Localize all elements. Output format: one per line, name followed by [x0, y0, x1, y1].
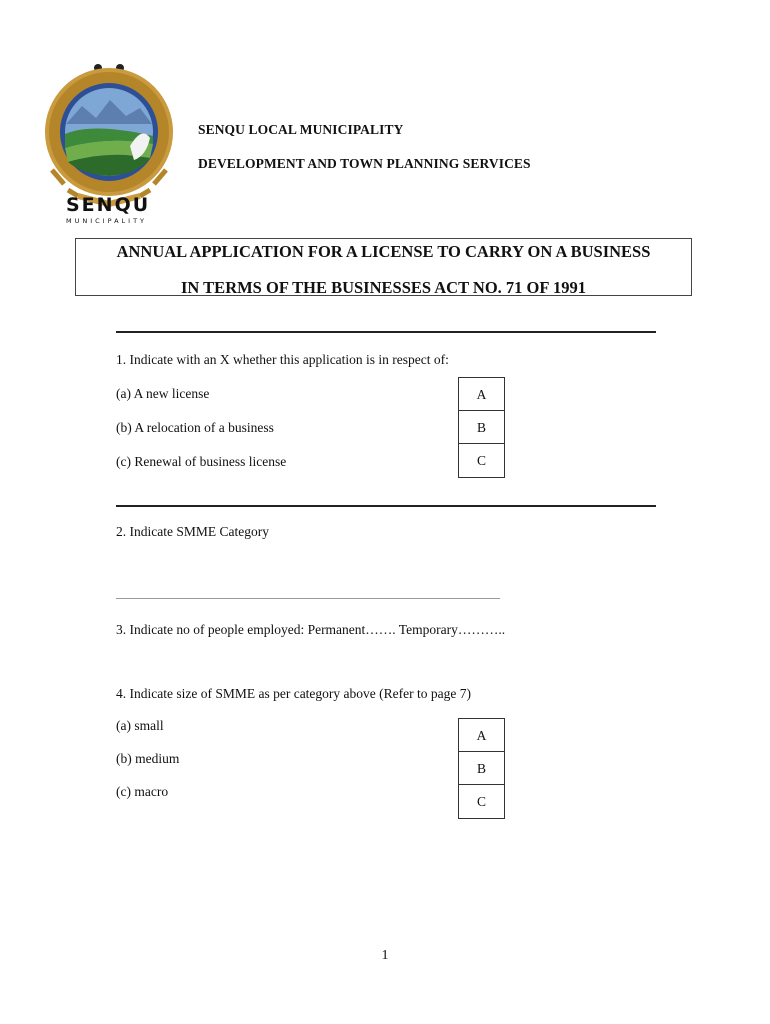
q4-option-c-label: (c) macro — [116, 784, 169, 799]
form-title-box — [75, 238, 692, 296]
q1-option-a-label: (a) A new license — [116, 386, 210, 401]
q1-checkbox-c[interactable]: C — [476, 453, 486, 468]
q1-option-b-label: (b) A relocation of a business — [116, 420, 274, 435]
page-number: 1 — [381, 948, 389, 963]
q1-checkbox-a[interactable]: A — [459, 378, 504, 411]
q4-option-b-label: (b) medium — [116, 751, 180, 766]
form-title-line-1: ANNUAL APPLICATION FOR A LICENSE TO CARRY ON A BUSINESS — [116, 242, 651, 261]
q4-checkbox-b[interactable]: B — [459, 752, 504, 785]
form-title-line-2: IN TERMS OF THE BUSINESSES ACT NO. 71 OF 1991 — [181, 278, 586, 297]
q4-checkbox-a[interactable]: A — [459, 719, 504, 752]
org-name: SENQU LOCAL MUNICIPALITY — [198, 122, 404, 137]
question-2-text: 2. Indicate SMME Category — [116, 524, 269, 539]
q1-checkbox-b[interactable]: B — [459, 411, 504, 444]
q4-checkbox-group — [458, 718, 505, 819]
smme-category-answer-line[interactable]: ________________________________________________________________ — [116, 586, 500, 600]
municipality-logo — [38, 62, 188, 230]
section-divider — [116, 331, 656, 333]
logo-wordmark: SENQU — [66, 194, 151, 216]
q4-checkbox-c[interactable]: C — [476, 794, 486, 809]
q1-checkbox-group — [458, 377, 505, 478]
logo-subtext: MUNICIPALITY — [66, 217, 148, 225]
question-4-text: 4. Indicate size of SMME as per category above (Refer to page 7) — [116, 686, 471, 701]
question-3-text: 3. Indicate no of people employed: Permanent……. Temporary……….. — [116, 622, 506, 637]
department-name: DEVELOPMENT AND TOWN PLANNING SERVICES — [198, 156, 531, 171]
section-divider — [116, 505, 656, 507]
q4-option-a-label: (a) small — [116, 718, 164, 733]
question-1-text: 1. Indicate with an X whether this application is in respect of: — [116, 352, 449, 367]
q1-option-c-label: (c) Renewal of business license — [116, 454, 287, 469]
